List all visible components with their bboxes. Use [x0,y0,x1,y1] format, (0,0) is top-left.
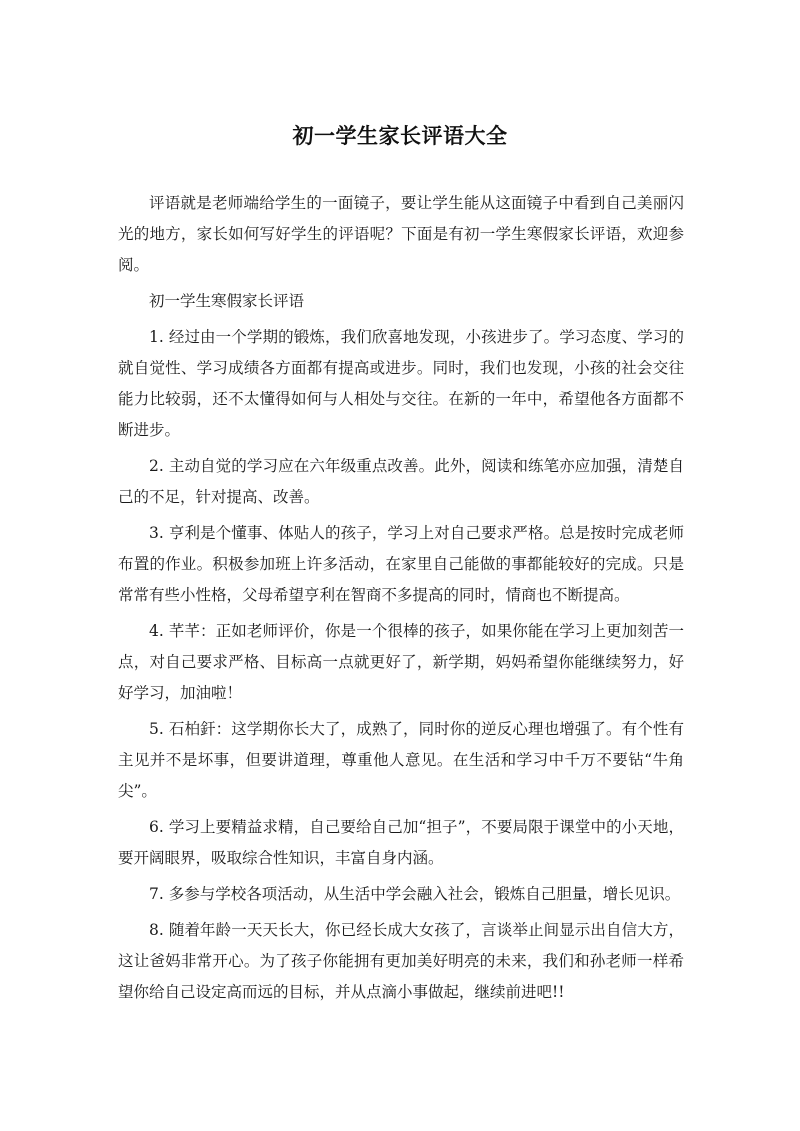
comment-item-4: 4. 芊芊：正如老师评价，你是一个很棒的孩子，如果你能在学习上更加刻苦一点，对自己要求严格、目标高一点就更好了，新学期，妈妈希望你能继续努力，好好学习，加油啦！ [118,622,684,702]
document-title: 初一学生家长评语大全 [292,124,508,148]
document-body [118,188,684,1013]
comment-item-1: 1. 经过由一个学期的锻炼，我们欣喜地发现，小孩进步了。学习态度、学习的就自觉性、学习成绩各方面都有提高或进步。同时，我们也发现，小孩的社会交往能力比较弱，还不太懂得如何与人相处与交往。在新的一年中，希望他各方面都不断进步。 [118,328,684,439]
comment-item-7: 7. 多参与学校各项活动，从生活中学会融入社会，锻炼自己胆量，增长见识。 [149,885,681,903]
comment-item-8: 8. 随着年龄一天天长大，你已经长成大女孩了，言谈举止间显示出自信大方，这让爸妈非常开心。为了孩子你能拥有更加美好明亮的未来，我们和孙老师一样希望你给自己设定高而远的目标，并从点滴小事做起，继续前进吧!! [118,921,684,1001]
section-heading: 初一学生寒假家长评语 [149,292,305,310]
comment-item-3: 3. 亨利是个懂事、体贴人的孩子，学习上对自己要求严格。总是按时完成老师布置的作业。积极参加班上许多活动，在家里自己能做的事都能较好的完成。只是常常有些小性格，父母希望亨利在智商不多提高的同时，情商也不断提高。 [118,524,684,604]
intro-paragraph: 评语就是老师端给学生的一面镜子，要让学生能从这面镜子中看到自己美丽闪光的地方，家长如何写好学生的评语呢？下面是有初一学生寒假家长评语，欢迎参阅。 [118,194,684,274]
comment-item-2: 2. 主动自觉的学习应在六年级重点改善。此外，阅读和练笔亦应加强，清楚自己的不足，针对提高、改善。 [118,457,684,506]
comment-item-6: 6. 学习上要精益求精，自己要给自己加“担子”，不要局限于课堂中的小天地，要开阔眼界，吸取综合性知识，丰富自身内涵。 [118,818,684,867]
comment-item-5: 5. 石柏釬：这学期你长大了，成熟了，同时你的逆反心理也增强了。有个性有主见并不是坏事，但要讲道理，尊重他人意见。在生活和学习中千万不要钻“牛角尖”。 [118,720,684,800]
